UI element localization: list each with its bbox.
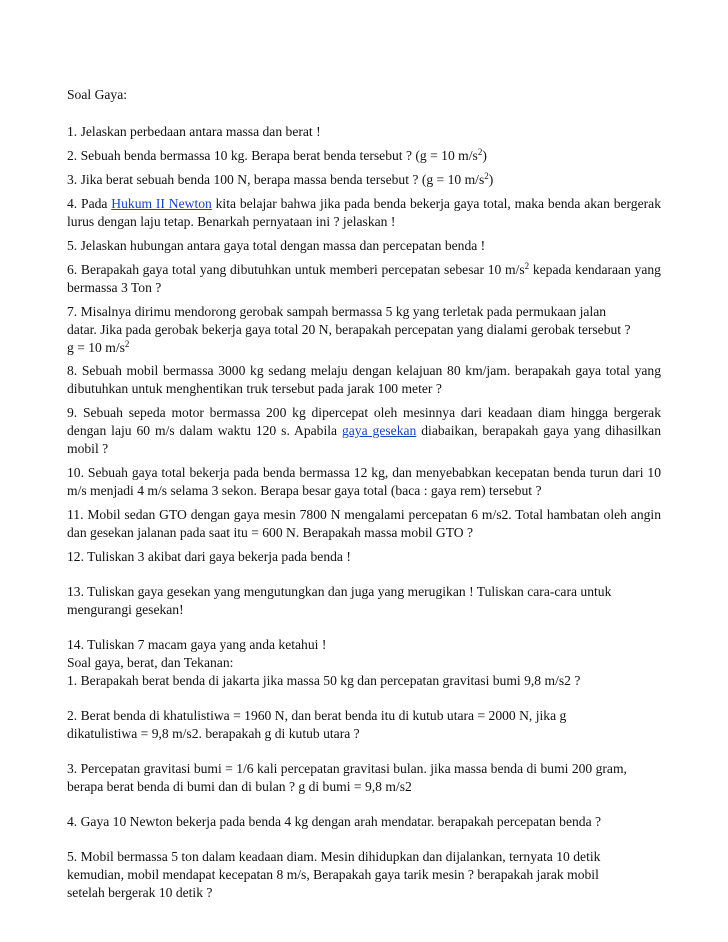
question-b5-line-1: 5. Mobil bermassa 5 ton dalam keadaan diam. Mesin dihidupkan dan dijalankan, ternyata 10 detik (67, 849, 601, 864)
question-1: 1. Jelaskan perbedaan antara massa dan berat ! (67, 124, 321, 139)
question-7 (67, 303, 661, 357)
question-b5 (67, 848, 661, 902)
question-b3-line-1: 3. Percepatan gravitasi bumi = 1/6 kali percepatan gravitasi bulan. jika massa benda di bumi 200 gram, (67, 761, 627, 776)
question-13-line-2: mengurangi gesekan! (67, 602, 184, 617)
question-13-line-1: 13. Tuliskan gaya gesekan yang mengutungkan dan juga yang merugikan ! Tuliskan cara-cara untuk (67, 584, 612, 599)
question-4 (67, 195, 661, 231)
question-b2-line-1: 2. Berat benda di khatulistiwa = 1960 N, dan berat benda itu di kutub utara = 2000 N, jika g (67, 708, 567, 723)
superscript: 2 (524, 261, 530, 271)
question-4-text-start: 4. Pada (67, 196, 112, 211)
question-12: 12. Tuliskan 3 akibat dari gaya bekerja pada benda ! (67, 549, 351, 564)
question-9-text-end: diabaikan, berapakah gaya yang dihasilkan mobil ? (67, 423, 661, 456)
question-b3 (67, 760, 661, 796)
question-7-line-2: datar. Jika pada gerobak bekerja gaya total 20 N, berapakah percepatan yang dialami gerobak tersebut ? (67, 322, 631, 337)
question-b2 (67, 707, 661, 743)
superscript: 2 (477, 147, 483, 157)
question-2-end: ) (482, 148, 487, 163)
question-14: 14. Tuliskan 7 macam gaya yang anda ketahui ! (67, 637, 327, 652)
question-6-text: 6. Berapakah gaya total yang dibutuhkan untuk memberi percepatan sebesar 10 m/s (67, 262, 525, 277)
question-9-text-start: 9. Sebuah sepeda motor bermassa 200 kg dipercepat oleh mesinnya dari keadaan diam hingga bergerak dengan laju 60 m/s dalam waktu 120 s. Apabila (67, 405, 661, 438)
question-3-end: ) (488, 172, 494, 187)
question-b1: 1. Berapakah berat benda di jakarta jika massa 50 kg dan percepatan gravitasi bumi 9,8 m/s2 ? (67, 673, 581, 688)
question-b5-line-3: setelah bergerak 10 detik ? (67, 885, 213, 900)
superscript: 2 (484, 171, 489, 181)
question-3-text: 3. Jika berat sebuah benda 100 N, berapa massa benda tersebut ? (g = 10 m/s (67, 172, 485, 187)
gaya-gesekan-link[interactable]: gaya gesekan (341, 423, 417, 438)
question-7-line-1: 7. Misalnya dirimu mendorong gerobak sampah bermassa 5 kg yang terletak pada permukaan jalan (67, 304, 607, 319)
question-13 (67, 583, 661, 619)
question-8: 8. Sebuah mobil bermassa 3000 kg sedang melaju dengan kelajuan 80 km/jam. berapakah gaya total yang dibutuhkan untuk menghentikan truk tersebut pada jarak 100 meter ? (67, 363, 661, 396)
question-b4: 4. Gaya 10 Newton bekerja pada benda 4 kg dengan arah mendatar. berapakah percepatan benda ? (67, 814, 602, 829)
section-heading-soal-gaya: Soal Gaya: (67, 87, 128, 102)
question-4-text-end: kita belajar bahwa jika pada benda bekerja gaya total, maka benda akan bergerak lurus dengan laju tetap. Benarkah pernyataan ini ? jelaskan ! (67, 196, 661, 229)
question-6-end: kepada kendaraan yang bermassa 3 Ton ? (67, 262, 661, 295)
question-2-text: 2. Sebuah benda bermassa 10 kg. Berapa berat benda tersebut ? (g = 10 m/s (67, 148, 478, 163)
section-heading-soal-gaya-berat-tekanan: Soal gaya, berat, dan Tekanan: (67, 655, 234, 670)
superscript: 2 (124, 339, 130, 349)
question-b5-line-2: kemudian, mobil mendapat kecepatan 8 m/s, Berapakah gaya tarik mesin ? berapakah jarak mobil (67, 867, 599, 882)
question-b2-line-2: dikatulistiwa = 9,8 m/s2. berapakah g di kutub utara ? (67, 726, 360, 741)
question-6 (67, 261, 661, 297)
question-9 (67, 404, 661, 458)
question-11: 11. Mobil sedan GTO dengan gaya mesin 7800 N mengalami percepatan 6 m/s2. Total hambatan oleh angin dan gesekan jalanan pada saat itu = 600 N. Berapakah massa mobil GTO ? (67, 507, 661, 540)
question-10: 10. Sebuah gaya total bekerja pada benda bermassa 12 kg, dan menyebabkan kecepatan benda turun dari 10 m/s menjadi 4 m/s selama 3 sekon. Berapa besar gaya total (baca : gaya rem) tersebut ? (67, 465, 661, 498)
question-5: 5. Jelaskan hubungan antara gaya total dengan massa dan percepatan benda ! (67, 238, 486, 253)
question-b3-line-2: berapa berat benda di bumi dan di bulan ? g di bumi = 9,8 m/s2 (67, 779, 412, 794)
question-7-line-3: g = 10 m/s (67, 340, 125, 355)
question-2 (67, 147, 661, 165)
question-3 (67, 171, 661, 189)
hukum-ii-newton-link[interactable]: Hukum II Newton (111, 196, 212, 211)
